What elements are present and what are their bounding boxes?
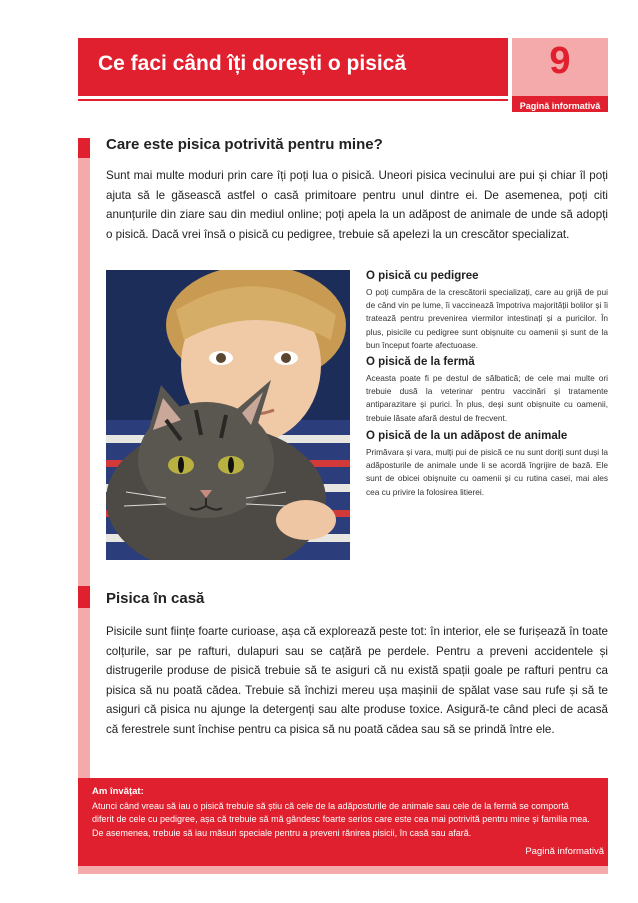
boy-with-cat-photo xyxy=(106,270,350,560)
box-text-shelter: Primăvara și vara, mulți pui de pisică ce nu sunt doriți sunt duși la adăposturile de animale unde li se acordă îngrijire de bază. Ele sunt de obicei obișnuite cu oamenii și cu rutina casei, mai ales cea cu privire la folosirea litierei. xyxy=(366,447,608,497)
page-title: Ce faci când îți dorești o pisică xyxy=(98,52,407,75)
section-marker xyxy=(78,138,90,158)
box-title-shelter: O pisică de la un adăpost de animale xyxy=(366,430,568,442)
footer-page-type: Pagină informativă xyxy=(525,846,604,857)
footer-strip xyxy=(78,866,608,874)
section-marker xyxy=(78,586,90,608)
summary-text: Atunci când vreau să iau o pisică trebuie să știu că cele de la adăposturile de animale sau cele de la fermă se comportă diferit de cele cu pedigree, așa că trebuie să mă gândesc foarte serios care este cea mai potrivită pentru mine și familia mea. De asemenea, trebuie să iau măsuri speciale pentru a preveni rănirea pisicii, în casă sau afară. xyxy=(92,801,590,838)
summary-title: Am învățat: xyxy=(92,786,144,797)
section-heading: Pisica în casă xyxy=(106,590,205,607)
box-title-farm: O pisică de la fermă xyxy=(366,356,475,368)
left-margin-band xyxy=(78,140,90,785)
box-text-pedigree: O poți cumpăra de la crescătorii specializați, care au grijă de pui de când vin pe lume, îi vaccinează împotriva majorității bolilor și îi tratează pentru prevenirea viermilor intestinați și a puricilor. În plus, pisicile cu pedigree sunt obișnuite cu oamenii și sunt de la bun început foarte afectuoase. xyxy=(366,287,608,350)
page-number: 9 xyxy=(549,40,571,82)
section-paragraph: Pisicile sunt ființe foarte curioase, așa că explorează peste tot: în interior, ele se furișează în toate colțurile, sar pe rafturi, dulapuri sau se cațără pe perdele. Pentru a preveni accidentele și distrugerile produse de pisică trebuie să te asiguri că nu există spații goale pe rafturi pentru ca pisica să nu poată cădea. Trebuie să închizi mereu ușa mașinii de spălat vase sau rufe și să te asiguri că pisica nu ajunge la detergenți sau alte produse toxice. Asigură-te când pleci de acasă că ferestrele sunt închise pentru ca pisica să nu poată cădea sau să se prindă între ele. xyxy=(106,625,608,736)
section-paragraph: Sunt mai multe moduri prin care îți poți lua o pisică. Uneori pisica vecinului are pui și chiar îl poți ajuta să le găsească astfel o casă primitoare pentru unul dintre ei. De asemenea, poți citi anunțurile din ziare sau din mediul online; poți apela la un adăpost de animale de unde să adopți o pisică. Dacă vrei însă o pisică cu pedigree, trebuie să apelezi la un crescător specializat. xyxy=(106,169,608,241)
page-type-label: Pagină informativă xyxy=(512,100,608,112)
section-heading: Care este pisica potrivită pentru mine? xyxy=(106,136,383,153)
header-divider xyxy=(78,99,508,101)
box-title-pedigree: O pisică cu pedigree xyxy=(366,270,479,282)
box-text-farm: Aceasta poate fi pe destul de sălbatică; de cele mai multe ori trebuie dusă la veterinar pentru vaccinări și tratamente antiparazitare și purici. În plus, deși sunt obișnuite cu oamenii, trebuie lăsate afară destul de frecvent. xyxy=(366,373,608,423)
